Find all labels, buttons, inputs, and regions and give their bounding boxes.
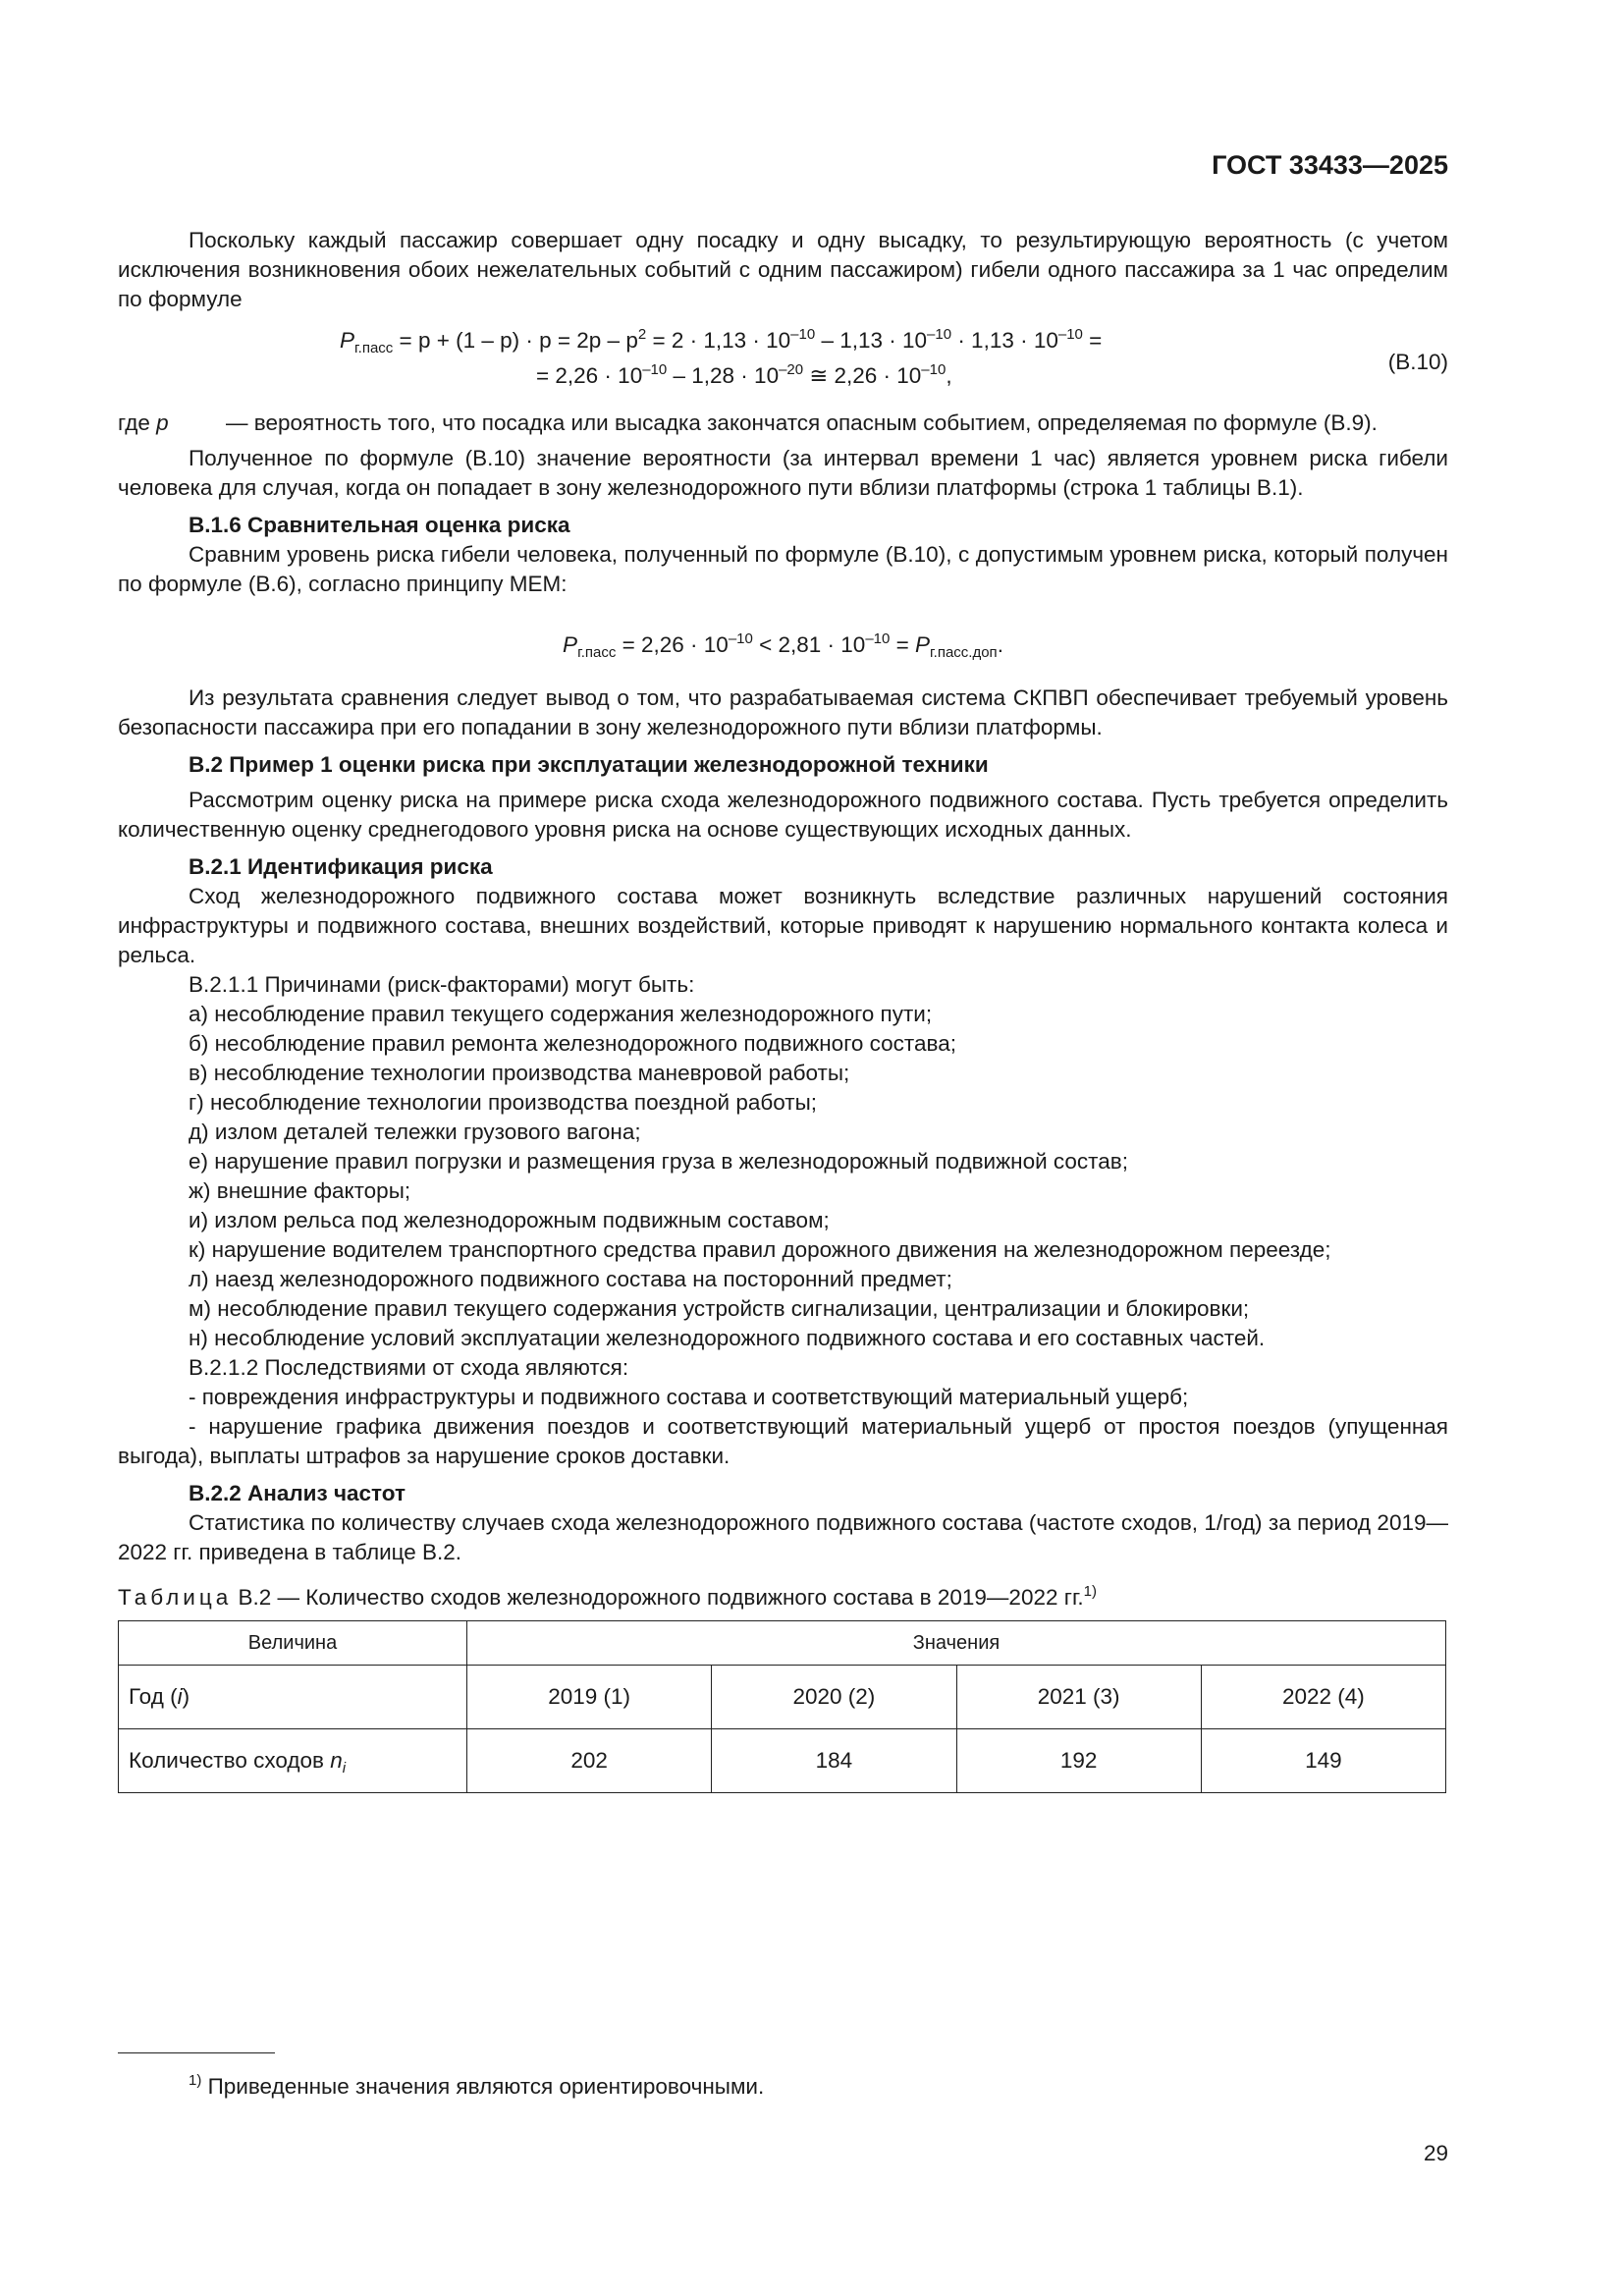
list-item: к) нарушение водителем транспортного средства правил дорожного движения на железнодорожном переезде;	[189, 1237, 1331, 1262]
list-item: н) несоблюдение условий эксплуатации железнодорожного подвижного состава и его составных частей.	[189, 1326, 1266, 1350]
list-item: ж) внешние факторы;	[189, 1178, 411, 1203]
derailment-table	[118, 1620, 1446, 1793]
footnote: $^{1)}$ Приведенные значения являются ориентировочными.	[189, 2072, 765, 2099]
formula-b10	[118, 326, 1448, 399]
list-item: б) несоблюдение правил ремонта железнодорожного подвижного состава;	[189, 1031, 956, 1056]
row-label: Год (i)	[119, 1666, 467, 1729]
causes-list	[118, 1000, 1448, 1353]
table-cell: 2022 (4)	[1201, 1666, 1445, 1729]
paragraph: Статистика по количеству случаев схода железнодорожного подвижного состава (частоте сходов, 1/год) за период 2019—2022 гг. приведена в таблице В.2.	[118, 1510, 1448, 1564]
list-item: л) наезд железнодорожного подвижного состава на посторонний предмет;	[189, 1267, 952, 1291]
formula-comparison: $P_{г.пасс} = 2,26 \cdot 10^{-10} < 2,81 \cdot 10^{-10} = P_{г.пасс.доп}$.	[563, 630, 1003, 661]
section-heading-b21: В.2.1 Идентификация риска	[189, 854, 493, 879]
list-item: е) нарушение правил погрузки и размещения груза в железнодорожный подвижной состав;	[189, 1149, 1128, 1174]
column-header: Значения	[467, 1621, 1446, 1666]
table-cell: 2019 (1)	[467, 1666, 712, 1729]
row-label: Количество сходов $n_i$	[119, 1729, 467, 1793]
consequences-list	[118, 1383, 1448, 1471]
paragraph: В.2.1.2 Последствиями от схода являются:	[189, 1355, 629, 1380]
list-item: - повреждения инфраструктуры и подвижного состава и соответствующий материальный ущерб;	[189, 1385, 1189, 1409]
paragraph: Из результата сравнения следует вывод о том, что разрабатываемая система СКПВП обеспечивает требуемый уровень безопасности пассажира при его попадании в зону железнодорожного пути вблизи платформы.	[118, 685, 1448, 739]
paragraph: Поскольку каждый пассажир совершает одну посадку и одну высадку, то результирующую вероятность (с учетом исключения возникновения обоих нежелательных событий с одним пассажиром) гибели одного пассажира за 1 час определим по формуле	[118, 228, 1448, 311]
table-cell: 149	[1201, 1729, 1445, 1793]
formula-line-2: = $2,26 \cdot 10^{-10} - 1,28 \cdot 10^{-20}$ ≅ $2,26 \cdot 10^{-10}$,	[536, 361, 952, 388]
page-number: 29	[1423, 2141, 1448, 2165]
section-heading-b2: В.2 Пример 1 оценки риска при эксплуатации железнодорожной техники	[189, 752, 989, 777]
paragraph: Сход железнодорожного подвижного состава может возникнуть вследствие различных нарушений состояния инфраструктуры и подвижного состава, внешних воздействий, которые приводят к нарушению нормального контакта колеса и рельса.	[118, 884, 1448, 967]
section-heading-b16: В.1.6 Сравнительная оценка риска	[189, 513, 570, 537]
variable-definition: где p — вероятность того, что посадка или высадка закончатся опасным событием, определяемая по формуле (В.9).	[118, 410, 1378, 435]
document-id: ГОСТ 33433—2025	[1212, 150, 1448, 180]
list-item: а) несоблюдение правил текущего содержания железнодорожного пути;	[189, 1002, 933, 1026]
formula-number: (В.10)	[1387, 350, 1448, 374]
list-item: - нарушение графика движения поездов и соответствующий материальный ущерб от простоя поездов (упущенная выгода), выплаты штрафов за нарушение сроков доставки.	[118, 1414, 1448, 1468]
section-heading-b22: В.2.2 Анализ частот	[189, 1481, 406, 1505]
table-row	[119, 1729, 1446, 1793]
column-header: Величина	[119, 1621, 467, 1666]
table-cell: 184	[712, 1729, 956, 1793]
paragraph: В.2.1.1 Причинами (риск-факторами) могут быть:	[189, 972, 695, 997]
table-row	[119, 1666, 1446, 1729]
paragraph: Сравним уровень риска гибели человека, полученный по формуле (В.10), с допустимым уровнем риска, который получен по формуле (В.6), согласно принципу МЕМ:	[118, 542, 1448, 596]
page-content	[118, 226, 1448, 1793]
list-item: д) излом деталей тележки грузового вагона;	[189, 1120, 641, 1144]
formula-line-1: $P_{г.пасс} = p + (1 - p) \cdot p = 2p - p^2 = 2 \cdot 1,13 \cdot 10^{-10} - 1,13 \cdot 10^{-10} \cdot 1,13 \cdot 10^{-10}$ =	[340, 326, 1103, 356]
table-cell: 192	[956, 1729, 1201, 1793]
list-item: и) излом рельса под железнодорожным подвижным составом;	[189, 1208, 830, 1232]
paragraph: Рассмотрим оценку риска на примере риска схода железнодорожного подвижного состава. Пусть требуется определить количественную оценку среднегодового уровня риска на основе существующих исходных данных.	[118, 788, 1448, 842]
footnote-divider	[118, 2052, 275, 2053]
table-header-row	[119, 1621, 1446, 1666]
list-item: м) несоблюдение правил текущего содержания устройств сигнализации, централизации и блокировки;	[189, 1296, 1250, 1321]
list-item: г) несоблюдение технологии производства поездной работы;	[189, 1090, 817, 1115]
table-cell: 2020 (2)	[712, 1666, 956, 1729]
paragraph: Полученное по формуле (В.10) значение вероятности (за интервал времени 1 час) является уровнем риска гибели человека для случая, когда он попадает в зону железнодорожного пути вблизи платформы (строка 1 таблицы В.1).	[118, 446, 1448, 500]
table-cell: 2021 (3)	[956, 1666, 1201, 1729]
table-caption: Таблица В.2 — Количество сходов железнодорожного подвижного состава в 2019—2022 гг.$^{1)}$	[118, 1583, 1098, 1610]
list-item: в) несоблюдение технологии производства маневровой работы;	[189, 1061, 850, 1085]
table-cell: 202	[467, 1729, 712, 1793]
